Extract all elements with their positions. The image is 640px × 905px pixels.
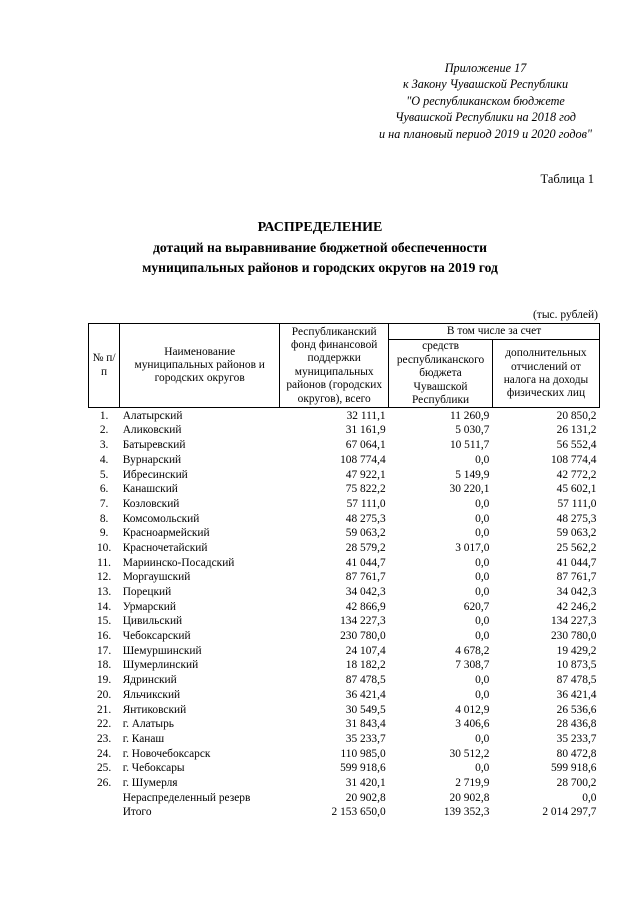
- row-number: 20.: [96, 688, 112, 701]
- row-number: 3.: [99, 439, 109, 452]
- table-row: [89, 614, 600, 629]
- row-republic-budget: 0,0: [475, 630, 490, 643]
- row-republic-budget: 139 352,3: [443, 806, 490, 819]
- row-fund-total: 30 549,5: [345, 703, 386, 716]
- row-name: г. Новочебоксарск: [122, 747, 211, 760]
- table-row: [89, 805, 600, 820]
- table-row: [89, 467, 600, 482]
- row-additional-deductions: 34 042,3: [556, 586, 597, 599]
- row-additional-deductions: 80 472,8: [556, 747, 597, 760]
- row-republic-budget: 0,0: [475, 732, 490, 745]
- table-row: [89, 438, 600, 453]
- row-republic-budget: 3 406,6: [455, 718, 490, 731]
- table-row: [89, 673, 600, 688]
- appendix-note: [379, 60, 592, 142]
- row-fund-total: 47 922,1: [345, 468, 386, 481]
- title-line-3: муниципальных районов и городских округов на 2019 год: [142, 260, 498, 275]
- row-fund-total: 31 420,1: [345, 776, 386, 789]
- row-name: Комсомольский: [122, 512, 200, 525]
- row-number: 24.: [96, 747, 112, 760]
- row-fund-total: 134 227,3: [340, 615, 386, 628]
- row-additional-deductions: 41 044,7: [556, 556, 597, 569]
- row-additional-deductions: 28 700,2: [556, 776, 597, 789]
- table-row: [89, 717, 600, 732]
- table-row: [89, 541, 600, 556]
- row-fund-total: 20 902,8: [345, 791, 386, 804]
- row-name: Козловский: [122, 497, 180, 510]
- row-fund-total: 59 063,2: [345, 527, 386, 540]
- row-number: 25.: [96, 762, 112, 775]
- row-fund-total: 35 233,7: [345, 732, 386, 745]
- row-number: 22.: [96, 718, 112, 731]
- row-fund-total: 57 111,0: [346, 497, 386, 510]
- table-row: [89, 629, 600, 644]
- row-name: Шумерлинский: [122, 659, 199, 672]
- row-fund-total: 599 918,6: [340, 762, 386, 775]
- table-row: [89, 555, 600, 570]
- row-additional-deductions: 87 761,7: [556, 571, 597, 584]
- row-number: 21.: [96, 703, 112, 716]
- row-name: Алатырский: [122, 409, 183, 422]
- row-fund-total: 48 275,3: [345, 512, 386, 525]
- row-additional-deductions: 26 536,6: [556, 703, 597, 716]
- row-fund-total: 31 161,9: [345, 424, 386, 437]
- row-name: Яльчикский: [122, 688, 181, 701]
- table-row: [89, 599, 600, 614]
- table-row: [89, 511, 600, 526]
- row-name: Красночетайский: [122, 541, 208, 554]
- row-number: 1.: [99, 409, 109, 422]
- row-name: Янтиковский: [122, 703, 187, 716]
- header-including: В том числе за счет: [389, 324, 600, 340]
- row-name: Цивильский: [122, 615, 183, 628]
- row-additional-deductions: 26 131,2: [556, 424, 597, 437]
- row-number: 4.: [99, 453, 109, 466]
- row-additional-deductions: 35 233,7: [556, 732, 597, 745]
- row-number: 26.: [96, 776, 112, 789]
- row-additional-deductions: 57 111,0: [557, 497, 597, 510]
- row-republic-budget: 10 511,7: [449, 439, 490, 452]
- appendix-line: Чувашской Республики на 2018 год: [395, 110, 576, 125]
- row-name: Красноармейский: [122, 527, 210, 540]
- row-name: Шемуршинский: [122, 644, 202, 657]
- table-row: [89, 702, 600, 717]
- row-additional-deductions: 20 850,2: [556, 409, 597, 422]
- row-name: г. Чебоксары: [122, 762, 185, 775]
- header-additional-deductions: дополнительных отчислений от налога на доходы физических лиц: [492, 340, 599, 408]
- row-additional-deductions: 28 436,8: [556, 718, 597, 731]
- row-republic-budget: 30 512,2: [449, 747, 490, 760]
- table-row: [89, 643, 600, 658]
- row-number: 9.: [99, 527, 109, 540]
- row-republic-budget: 3 017,0: [455, 541, 490, 554]
- appendix-line: Приложение 17: [444, 61, 527, 75]
- row-name: Итого: [122, 806, 152, 819]
- row-republic-budget: 620,7: [463, 600, 490, 613]
- document-title: [0, 218, 640, 278]
- row-number: 23.: [96, 732, 112, 745]
- table-row: [89, 688, 600, 703]
- row-republic-budget: 30 220,1: [449, 483, 490, 496]
- row-number: 5.: [99, 468, 109, 481]
- row-name: Урмарский: [122, 600, 176, 613]
- row-name: Вурнарский: [122, 453, 182, 466]
- title-line-1: РАСПРЕДЕЛЕНИЕ: [257, 220, 383, 235]
- table-row: [89, 482, 600, 497]
- row-fund-total: 75 822,2: [345, 483, 386, 496]
- row-name: Аликовский: [122, 424, 182, 437]
- row-fund-total: 18 182,2: [345, 659, 386, 672]
- row-additional-deductions: 36 421,4: [556, 688, 597, 701]
- row-republic-budget: 7 308,7: [455, 659, 490, 672]
- header-num: № п/п: [89, 324, 120, 408]
- table-row: [89, 408, 600, 423]
- appendix-line: "О республиканском бюджете: [406, 93, 565, 108]
- row-number: 10.: [96, 541, 112, 554]
- row-additional-deductions: 25 562,2: [556, 541, 597, 554]
- row-fund-total: 34 042,3: [345, 586, 386, 599]
- row-name: Батыревский: [122, 439, 186, 452]
- header-fund-total: Республиканский фонд финансовой поддержки муниципальных районов (городских округов), всего: [280, 324, 389, 408]
- row-number: 19.: [96, 674, 112, 687]
- table-row: [89, 423, 600, 438]
- row-number: 14.: [96, 600, 112, 613]
- row-number: 11.: [97, 556, 111, 569]
- table-label: Таблица 1: [540, 172, 594, 186]
- row-republic-budget: 0,0: [475, 512, 490, 525]
- table-row: [89, 790, 600, 805]
- row-fund-total: 108 774,4: [340, 453, 386, 466]
- row-republic-budget: 5 030,7: [455, 424, 490, 437]
- row-additional-deductions: 0,0: [582, 791, 597, 804]
- row-additional-deductions: 42 246,2: [556, 600, 597, 613]
- row-name: Порецкий: [122, 586, 172, 599]
- row-republic-budget: 5 149,9: [455, 468, 490, 481]
- row-republic-budget: 11 260,9: [449, 409, 490, 422]
- table-header: [89, 324, 600, 408]
- row-name: г. Канаш: [122, 732, 165, 745]
- table-row: [89, 526, 600, 541]
- row-additional-deductions: 87 478,5: [556, 674, 597, 687]
- row-fund-total: 36 421,4: [345, 688, 386, 701]
- table-row: [89, 746, 600, 761]
- row-fund-total: 42 866,9: [345, 600, 386, 613]
- row-additional-deductions: 19 429,2: [556, 644, 597, 657]
- row-republic-budget: 0,0: [475, 453, 490, 466]
- row-republic-budget: 2 719,9: [455, 776, 490, 789]
- row-additional-deductions: 10 873,5: [556, 659, 597, 672]
- row-republic-budget: 0,0: [475, 762, 490, 775]
- row-fund-total: 31 843,4: [345, 718, 386, 731]
- row-number: 8.: [99, 512, 109, 525]
- row-additional-deductions: 45 602,1: [556, 483, 597, 496]
- header-republic-budget: средств республиканского бюджета Чувашской Республики: [389, 340, 493, 408]
- row-number: 2.: [99, 424, 109, 437]
- row-number: 15.: [96, 615, 112, 628]
- row-fund-total: 41 044,7: [345, 556, 386, 569]
- appendix-line: к Закону Чувашской Республики: [402, 77, 569, 92]
- row-additional-deductions: 230 780,0: [550, 630, 597, 643]
- row-additional-deductions: 48 275,3: [556, 512, 597, 525]
- row-fund-total: 230 780,0: [340, 630, 386, 643]
- header-name: Наименование муниципальных районов и городских округов: [120, 324, 280, 408]
- row-name: Моргаушский: [122, 571, 191, 584]
- row-republic-budget: 0,0: [475, 688, 490, 701]
- row-number: [89, 805, 120, 820]
- row-republic-budget: 0,0: [475, 674, 490, 687]
- row-fund-total: 87 478,5: [345, 674, 386, 687]
- table-row: [89, 732, 600, 747]
- row-republic-budget: 0,0: [475, 497, 490, 510]
- row-number: 7.: [99, 497, 109, 510]
- row-fund-total: 87 761,7: [345, 571, 386, 584]
- row-number: 12.: [96, 571, 112, 584]
- row-republic-budget: 4 012,9: [455, 703, 490, 716]
- row-republic-budget: 0,0: [475, 586, 490, 599]
- row-name: Ядринский: [122, 674, 177, 687]
- row-additional-deductions: 108 774,4: [550, 453, 597, 466]
- row-republic-budget: 20 902,8: [449, 791, 490, 804]
- row-fund-total: 2 153 650,0: [331, 806, 386, 819]
- row-republic-budget: 4 678,2: [455, 644, 490, 657]
- row-fund-total: 28 579,2: [345, 541, 386, 554]
- row-fund-total: 24 107,4: [345, 644, 386, 657]
- row-fund-total: 67 064,1: [345, 439, 386, 452]
- row-name: Мариинско-Посадский: [122, 556, 235, 569]
- row-number: 6.: [99, 483, 109, 496]
- row-name: г. Шумерля: [122, 776, 178, 789]
- row-additional-deductions: 56 552,4: [556, 439, 597, 452]
- row-number: 18.: [96, 659, 112, 672]
- row-republic-budget: 0,0: [475, 556, 490, 569]
- units-label: (тыс. рублей): [532, 309, 598, 321]
- table-row: [89, 776, 600, 791]
- row-number: 16.: [96, 630, 112, 643]
- row-additional-deductions: 2 014 297,7: [542, 806, 597, 819]
- row-additional-deductions: 599 918,6: [550, 762, 597, 775]
- row-republic-budget: 0,0: [475, 615, 490, 628]
- table-row: [89, 497, 600, 512]
- row-fund-total: 32 111,1: [346, 409, 386, 422]
- table-row: [89, 658, 600, 673]
- row-name: г. Алатырь: [122, 718, 174, 731]
- table-body: [89, 408, 600, 820]
- table-row: [89, 761, 600, 776]
- appendix-line: и на плановый период 2019 и 2020 годов": [379, 126, 592, 141]
- row-name: Чебоксарский: [122, 630, 191, 643]
- row-republic-budget: 0,0: [475, 571, 490, 584]
- row-number: [89, 790, 120, 805]
- row-number: 13.: [96, 586, 112, 599]
- row-additional-deductions: 134 227,3: [550, 615, 597, 628]
- subsidy-table: [88, 323, 600, 820]
- table-row: [89, 585, 600, 600]
- row-name: Нераспределенный резерв: [122, 791, 251, 804]
- row-additional-deductions: 42 772,2: [556, 468, 597, 481]
- row-name: Канашский: [122, 483, 178, 496]
- row-number: 17.: [96, 644, 112, 657]
- row-republic-budget: 0,0: [475, 527, 490, 540]
- row-fund-total: 110 985,0: [340, 747, 386, 760]
- table-row: [89, 570, 600, 585]
- row-additional-deductions: 59 063,2: [556, 527, 597, 540]
- row-name: Ибресинский: [122, 468, 188, 481]
- title-line-2: дотаций на выравнивание бюджетной обеспеченности: [152, 240, 488, 255]
- table-row: [89, 453, 600, 468]
